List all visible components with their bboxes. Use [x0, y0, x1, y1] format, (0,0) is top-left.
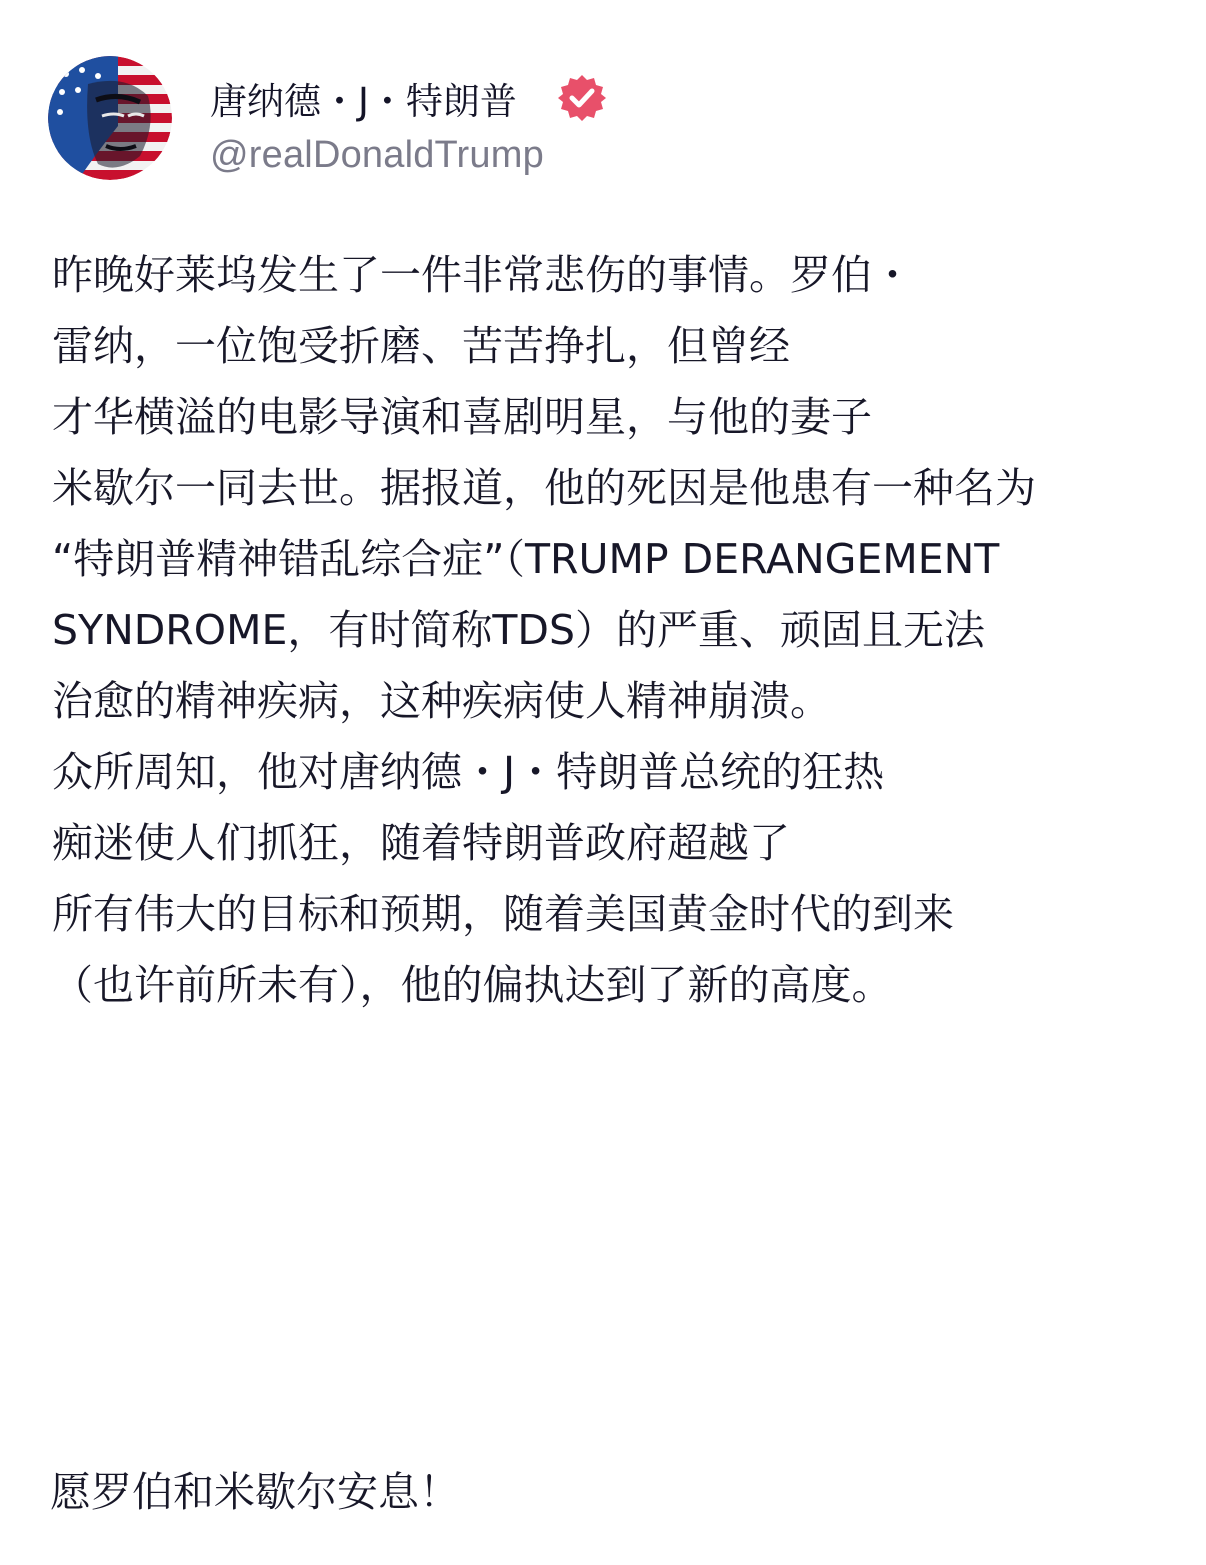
post-body-line: “特朗普精神错乱综合症”（TRUMP DERANGEMENT	[52, 535, 1000, 583]
display-name-row	[210, 70, 607, 126]
post-body-line: 昨晚好莱坞发生了一件非常悲伤的事情。罗伯・	[52, 251, 913, 299]
post-body-line: 痴迷使人们抓狂，随着特朗普政府超越了	[52, 819, 790, 867]
post-body-line: SYNDROME，有时简称TDS）的严重、顽固且无法	[52, 606, 985, 654]
post-header	[48, 56, 1148, 182]
post-body-line: 雷纳，一位饱受折磨、苦苦挣扎，但曾经	[52, 322, 790, 370]
post-body	[52, 240, 1172, 1021]
post-body-line: （也许前所未有），他的偏执达到了新的高度。	[52, 961, 893, 1009]
post-body-line: 所有伟大的目标和预期，随着美国黄金时代的到来	[52, 890, 954, 938]
post-body-line: 才华横溢的电影导演和喜剧明星，与他的妻子	[52, 393, 872, 441]
avatar[interactable]	[48, 56, 172, 180]
flag-portrait-avatar-icon	[48, 56, 172, 180]
display-name[interactable]: 唐纳德・J・特朗普	[210, 80, 517, 123]
user-handle[interactable]: @realDonaldTrump	[210, 134, 544, 176]
post-body-line: 米歇尔一同去世。据报道，他的死因是他患有一种名为	[52, 464, 1036, 512]
post-body-line: 众所周知，他对唐纳德・J・特朗普总统的狂热	[52, 748, 885, 796]
post-closing-line: 愿罗伯和米歇尔安息！	[50, 1468, 460, 1516]
verified-badge-icon	[557, 73, 607, 123]
post-body-line: 治愈的精神疾病，这种疾病使人精神崩溃。	[52, 677, 831, 725]
